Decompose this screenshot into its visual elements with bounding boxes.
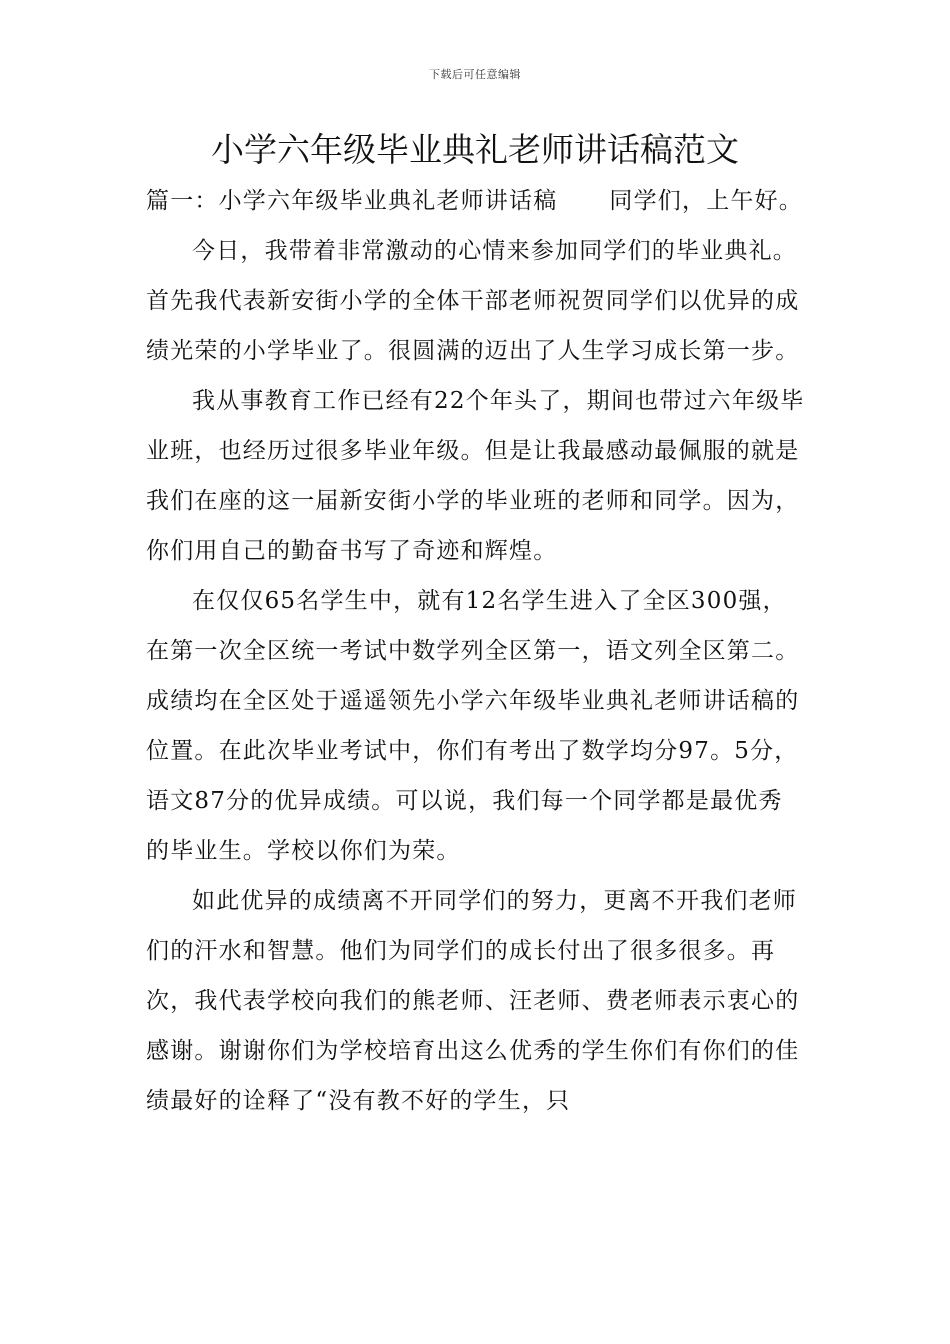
document-body (146, 176, 806, 1126)
paragraph: 我从事教育工作已经有22个年头了，期间也带过六年级毕业班，也经历过很多毕业年级。但是让我最感动最佩服的就是我们在座的这一届新安街小学的毕业班的老师和同学。因为，你们用自己的勤奋书写了奇迹和辉煌。 (146, 388, 805, 564)
section-heading-line (146, 176, 806, 226)
paragraph: 在仅仅65名学生中，就有12名学生进入了全区300强，在第一次全区统一考试中数学列全区第一，语文列全区第二。成绩均在全区处于遥遥领先小学六年级毕业典礼老师讲话稿的位置。在此次毕业考试中，你们有考出了数学均分97。5分，语文87分的优异成绩。可以说，我们每一个同学都是最优秀的毕业生。学校以你们为荣。 (146, 588, 800, 864)
paragraph: 今日，我带着非常激动的心情来参加同学们的毕业典礼。首先我代表新安街小学的全体干部老师祝贺同学们以优异的成绩光荣的小学毕业了。很圆满的迈出了人生学习成长第一步。 (146, 238, 800, 364)
paragraph: 如此优异的成绩离不开同学们的努力，更离不开我们老师们的汗水和智慧。他们为同学们的成长付出了很多很多。再次，我代表学校向我们的熊老师、汪老师、费老师表示衷心的感谢。谢谢你们为学校培育出这么优秀的学生你们有你们的佳绩最好的诠释了“没有教不好的学生，只 (146, 888, 800, 1114)
document-title: 小学六年级毕业典礼老师讲话稿范文 (211, 130, 739, 169)
greeting: 同学们，上午好。 (609, 188, 804, 214)
section-heading: 篇一：小学六年级毕业典礼老师讲话稿 (146, 188, 558, 214)
header-note: 下载后可任意编辑 (429, 68, 521, 81)
